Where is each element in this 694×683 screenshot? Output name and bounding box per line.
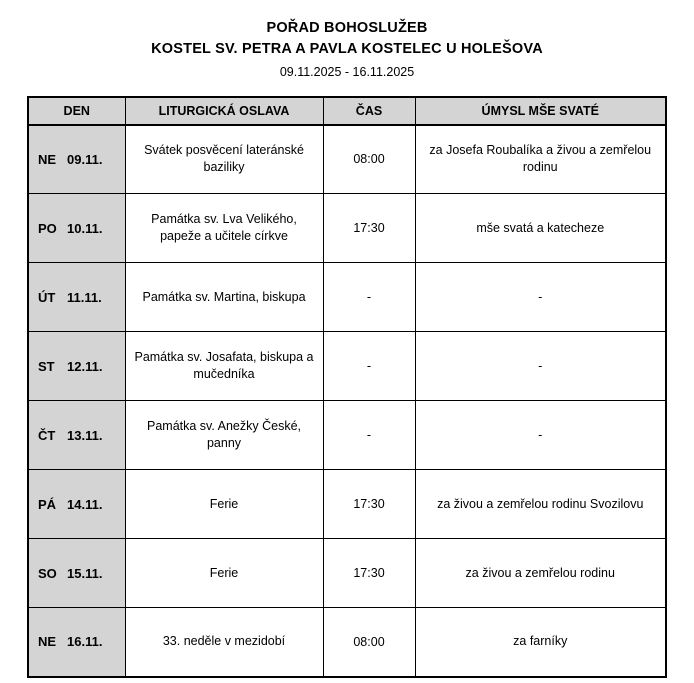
column-header-day: DEN	[28, 97, 125, 125]
table-row	[28, 263, 666, 332]
cell-day	[28, 125, 125, 194]
cell-celebration: Svátek posvěcení lateránské baziliky	[125, 125, 323, 194]
table-row	[28, 539, 666, 608]
table-header-row	[28, 97, 666, 125]
schedule-table-body	[28, 125, 666, 677]
cell-intention: za živou a zemřelou rodinu	[415, 539, 666, 608]
table-row	[28, 332, 666, 401]
document-title-line1: POŘAD BOHOSLUŽEB	[266, 20, 428, 36]
table-row	[28, 470, 666, 539]
cell-day-date: 09.11.	[67, 151, 103, 167]
cell-celebration: Památka sv. Josafata, biskupa a mučedníka	[125, 332, 323, 401]
cell-intention: za živou a zemřelou rodinu Svozilovu	[415, 470, 666, 539]
column-header-celebration: LITURGICKÁ OSLAVA	[125, 97, 323, 125]
cell-celebration: Ferie	[125, 470, 323, 539]
cell-day-date: 15.11.	[67, 565, 103, 581]
cell-celebration: 33. neděle v mezidobí	[125, 608, 323, 677]
cell-time: 08:00	[323, 608, 415, 677]
cell-intention: -	[415, 332, 666, 401]
cell-day-weekday: PÁ	[38, 496, 57, 512]
cell-intention: -	[415, 263, 666, 332]
cell-day	[28, 263, 125, 332]
cell-intention: za Josefa Roubalíka a živou a zemřelou rodinu	[415, 125, 666, 194]
cell-day	[28, 608, 125, 677]
column-header-intention: ÚMYSL MŠE SVATÉ	[415, 97, 666, 125]
cell-time: -	[323, 263, 415, 332]
cell-day-weekday: ST	[38, 358, 55, 374]
cell-time: 17:30	[323, 539, 415, 608]
cell-day-weekday: NE	[38, 634, 57, 650]
cell-celebration: Ferie	[125, 539, 323, 608]
cell-day	[28, 194, 125, 263]
cell-time: -	[323, 401, 415, 470]
cell-day-date: 10.11.	[67, 220, 103, 236]
cell-day-weekday: ÚT	[38, 289, 56, 305]
table-row	[28, 608, 666, 677]
cell-intention: za farníky	[415, 608, 666, 677]
cell-day-weekday: ČT	[38, 427, 56, 443]
table-row	[28, 125, 666, 194]
cell-celebration: Památka sv. Lva Velikého, papeže a učitele církve	[125, 194, 323, 263]
cell-day-weekday: NE	[38, 151, 57, 167]
cell-day-weekday: SO	[38, 565, 57, 581]
schedule-table	[27, 96, 667, 678]
cell-day-date: 16.11.	[67, 634, 103, 650]
column-header-time: ČAS	[323, 97, 415, 125]
document-title-line2: KOSTEL SV. PETRA A PAVLA KOSTELEC U HOLEŠOVA	[151, 41, 543, 58]
cell-day-date: 13.11.	[67, 427, 103, 443]
schedule-table-head	[28, 97, 666, 125]
cell-day-date: 12.11.	[67, 358, 103, 374]
cell-celebration: Památka sv. Anežky České, panny	[125, 401, 323, 470]
cell-time: 17:30	[323, 194, 415, 263]
table-row	[28, 401, 666, 470]
cell-celebration: Památka sv. Martina, biskupa	[125, 263, 323, 332]
cell-intention: mše svatá a katecheze	[415, 194, 666, 263]
cell-time: 17:30	[323, 470, 415, 539]
cell-day-weekday: PO	[38, 220, 57, 236]
cell-day	[28, 401, 125, 470]
cell-day-date: 14.11.	[67, 496, 103, 512]
schedule-table-wrapper	[27, 96, 667, 678]
document-header	[0, 0, 694, 82]
cell-time: -	[323, 332, 415, 401]
table-row	[28, 194, 666, 263]
cell-day	[28, 332, 125, 401]
cell-time: 08:00	[323, 125, 415, 194]
cell-day	[28, 539, 125, 608]
document-date-range: 09.11.2025 - 16.11.2025	[279, 65, 415, 80]
cell-day	[28, 470, 125, 539]
cell-intention: -	[415, 401, 666, 470]
cell-day-date: 11.11.	[67, 289, 102, 305]
